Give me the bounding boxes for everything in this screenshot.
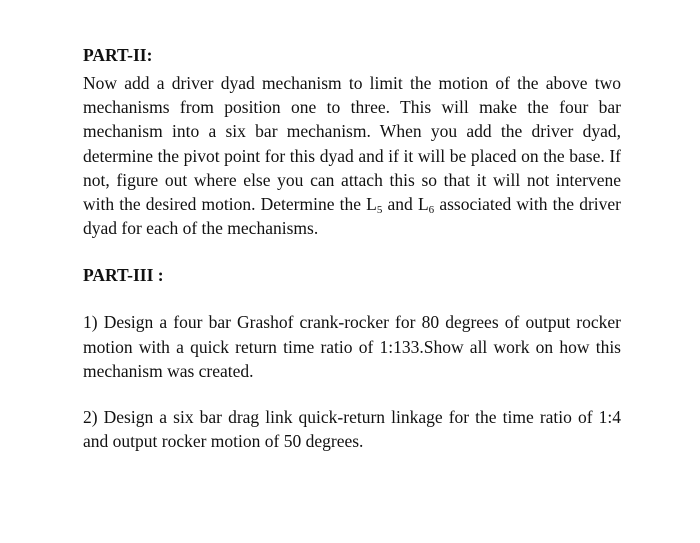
part-ii-text-before-l5: Now add a driver dyad mechanism to limit the motion of the above two mechanisms from position one to three. This will make the four bar mechanism into a six bar mechanism. When you add the driver dyad, determine the pivot point for this dyad and if it will be placed on the base. If not, figure out where else you can attach this so that it will not intervene with the desired motion. Determine the L <box>83 73 621 215</box>
part-ii-text-between: and L <box>382 194 429 215</box>
part-iii-item-1: 1) Design a four bar Grashof crank-rocker for 80 degrees of output rocker motion with a quick return time ratio of 1:133.Show all work on how this mechanism was created. <box>83 312 621 381</box>
part-iii-heading: PART-III : <box>83 265 164 286</box>
document-page <box>83 44 621 453</box>
part-ii-heading: PART-II: <box>83 45 153 65</box>
part-iii-item-2: 2) Design a six bar drag link quick-return linkage for the time ratio of 1:4 and output rocker motion of 50 degrees. <box>83 407 621 452</box>
l5-subscript: 5 <box>376 204 383 217</box>
l6-subscript: 6 <box>428 204 435 217</box>
part-ii-text-after-l6: associated with the driver dyad for each of the mechanisms. <box>83 194 621 239</box>
part-ii-body <box>83 71 621 240</box>
